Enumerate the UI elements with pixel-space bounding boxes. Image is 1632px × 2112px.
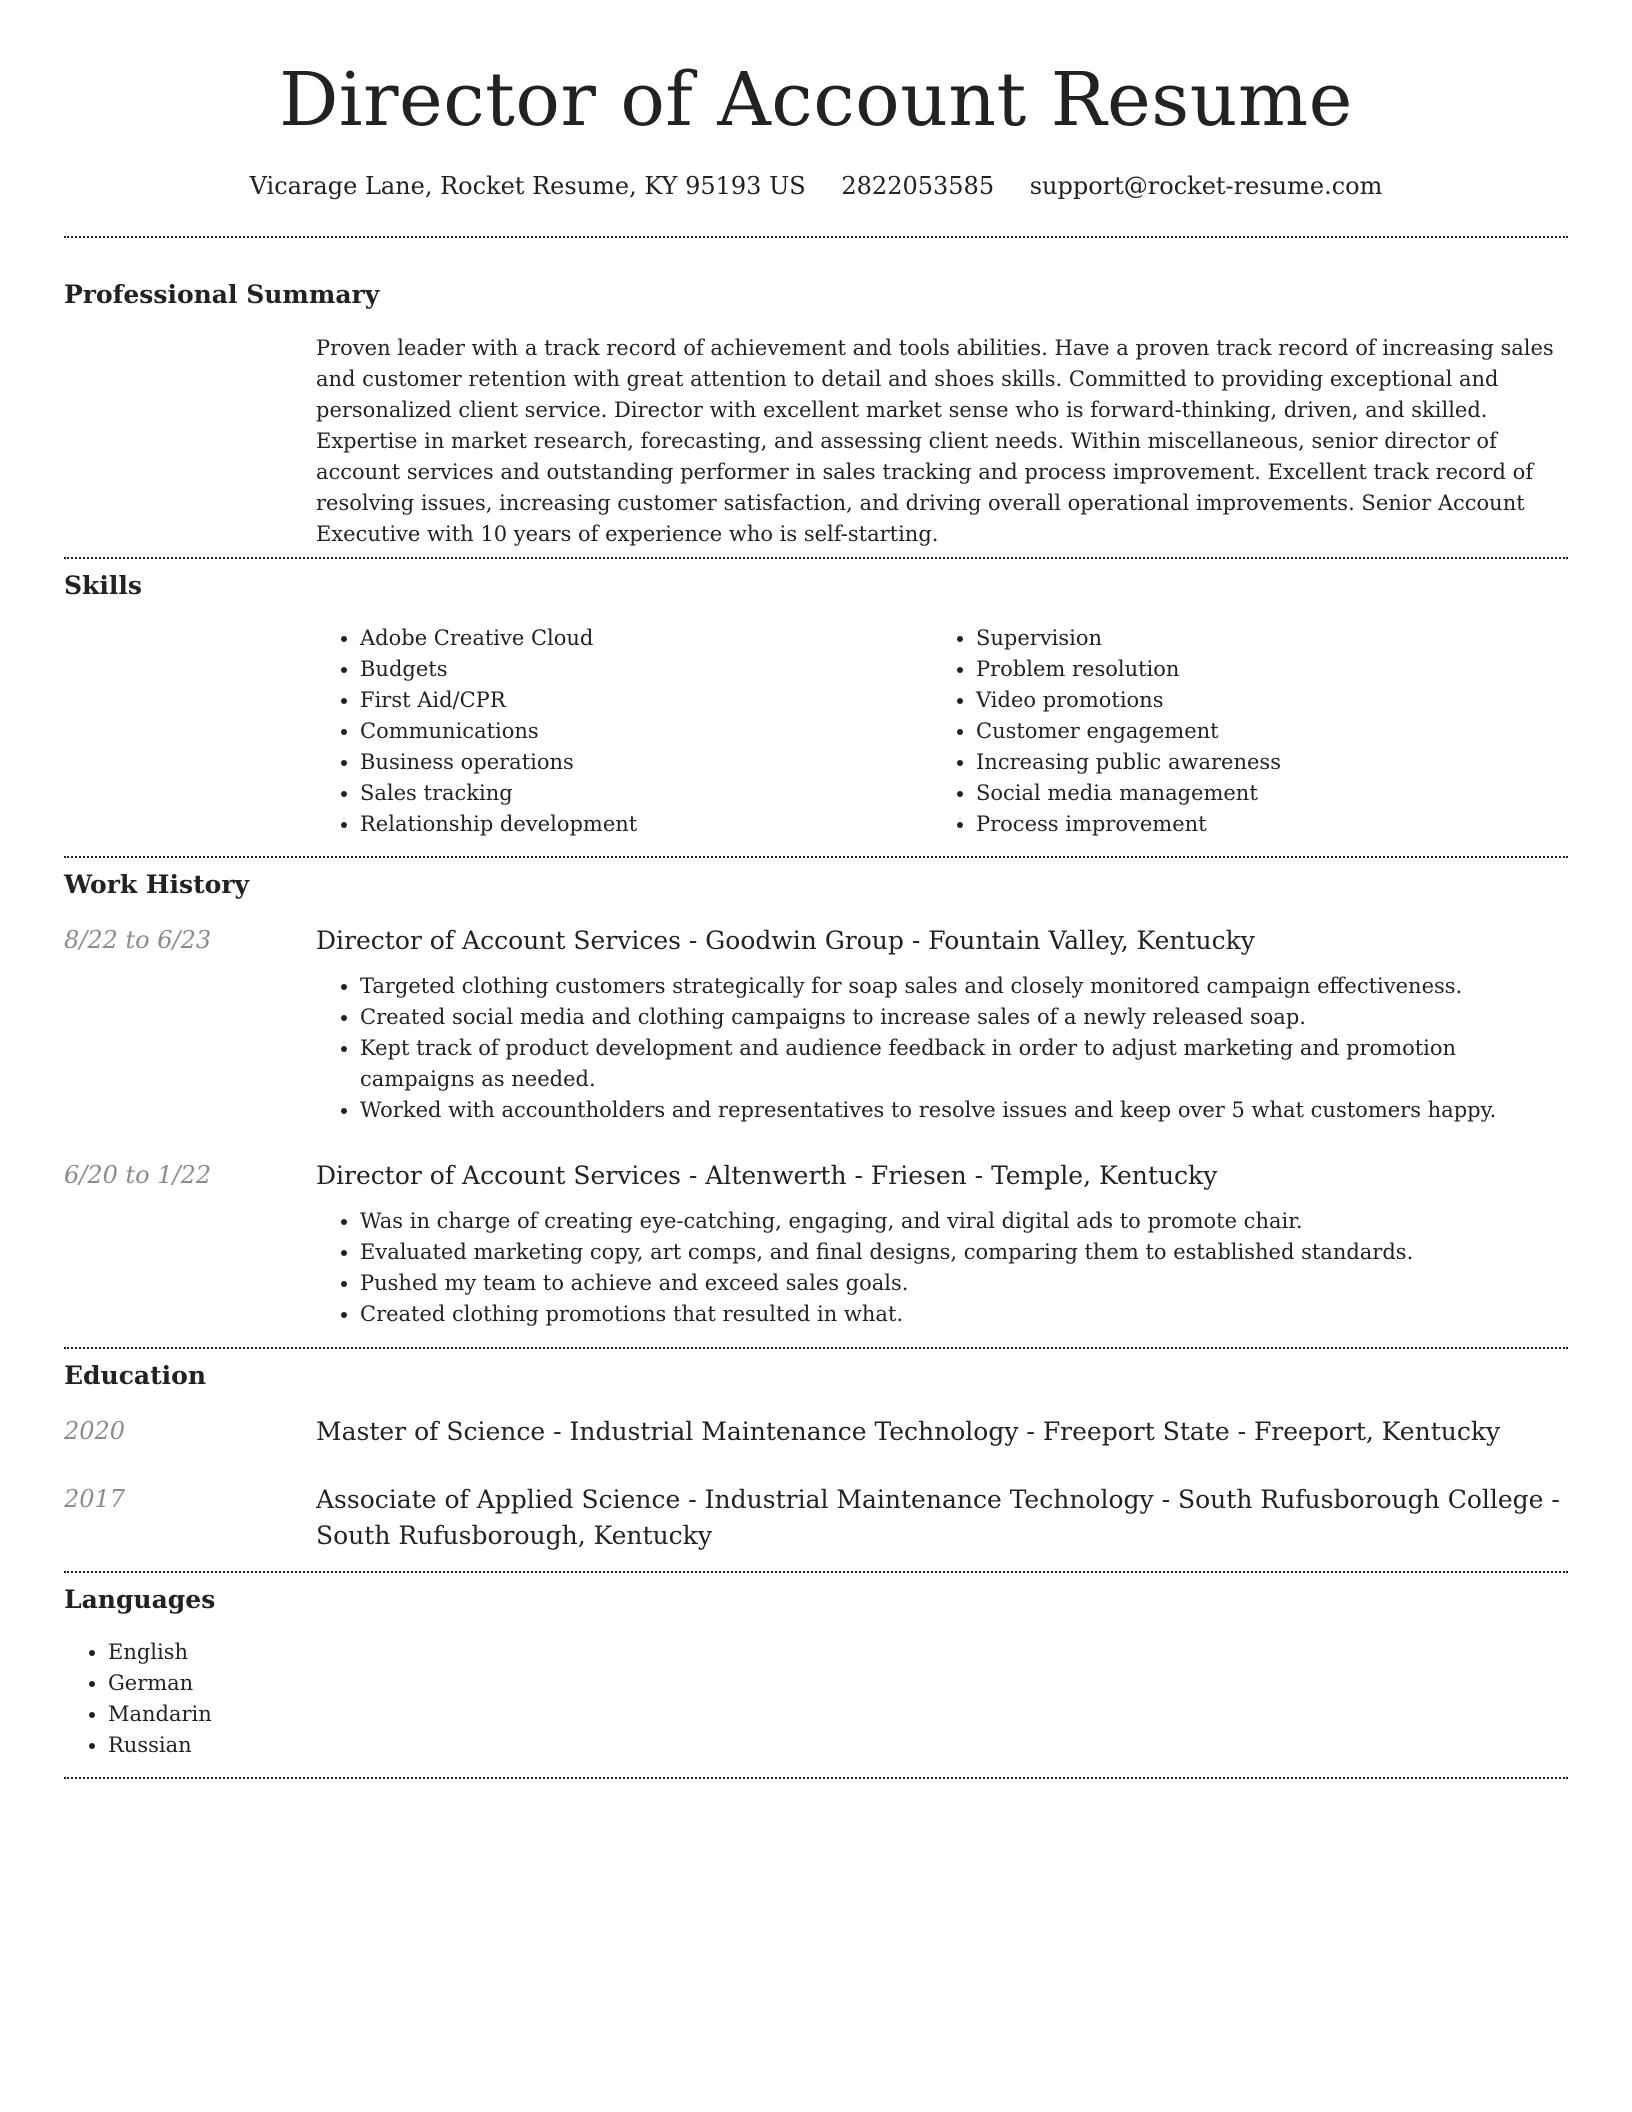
divider — [64, 236, 1568, 238]
language-item: • Russian — [108, 1730, 1568, 1761]
skill-item: • Problem resolution — [976, 654, 1568, 685]
skill-item: • Relationship development — [360, 809, 932, 840]
languages-section — [64, 1584, 1568, 1761]
contact-address: Vicarage Lane, Rocket Resume, KY 95193 US — [249, 172, 806, 200]
job-dates: 6/20 to 1/22 — [64, 1161, 212, 1189]
job-bullet: • Kept track of product development and audience feedback in order to adjust marketing and promotion campaigns as needed. — [360, 1033, 1568, 1095]
skills-list-right — [932, 623, 1568, 840]
job-bullet: • Worked with accountholders and representatives to resolve issues and keep over 5 what customers happy. — [360, 1095, 1568, 1126]
job-bullet: • Targeted clothing customers strategically for soap sales and closely monitored campaign effectiveness. — [360, 971, 1568, 1002]
education-title: Master of Science - Industrial Maintenance Technology - Freeport State - Freeport, Kentucky — [316, 1417, 1501, 1446]
job-bullet: • Was in charge of creating eye-catching, engaging, and viral digital ads to promote chair. — [360, 1206, 1568, 1237]
skill-item: • Budgets — [360, 654, 932, 685]
skill-item: • Adobe Creative Cloud — [360, 623, 932, 654]
skills-section — [64, 570, 1568, 840]
job-bullet: • Created social media and clothing campaigns to increase sales of a newly released soap. — [360, 1002, 1568, 1033]
job-dates: 8/22 to 6/23 — [64, 926, 212, 954]
skill-item: • Process improvement — [976, 809, 1568, 840]
job-title: Director of Account Services - Goodwin Group - Fountain Valley, Kentucky — [316, 926, 1255, 955]
language-item: • English — [108, 1637, 1568, 1668]
skill-item: • Communications — [360, 716, 932, 747]
work-section — [64, 869, 1568, 1330]
skills-grid — [316, 623, 1568, 840]
resume-title: Director of Account Resume — [279, 57, 1353, 143]
contact-line — [64, 170, 1568, 202]
skill-item: • Customer engagement — [976, 716, 1568, 747]
divider — [64, 1347, 1568, 1349]
language-item: • German — [108, 1668, 1568, 1699]
education-year: 2020 — [64, 1417, 126, 1445]
skill-item: • First Aid/CPR — [360, 685, 932, 716]
skills-list-left — [316, 623, 932, 840]
job-title: Director of Account Services - Altenwerth - Friesen - Temple, Kentucky — [316, 1161, 1218, 1190]
languages-list — [64, 1637, 1568, 1761]
divider — [64, 557, 1568, 559]
skill-item: • Business operations — [360, 747, 932, 778]
education-entry — [64, 1414, 1568, 1450]
contact-email: support@rocket-resume.com — [1029, 172, 1383, 200]
job-entry — [64, 1158, 1568, 1330]
education-section — [64, 1360, 1568, 1554]
divider — [64, 1777, 1568, 1779]
education-entry — [64, 1482, 1568, 1554]
education-heading: Education — [64, 1361, 207, 1390]
education-year: 2017 — [64, 1485, 126, 1513]
job-bullets — [316, 1206, 1568, 1330]
divider — [64, 1571, 1568, 1573]
job-bullet: • Evaluated marketing copy, art comps, and final designs, comparing them to established standards. — [360, 1237, 1568, 1268]
skill-item: • Sales tracking — [360, 778, 932, 809]
skills-heading: Skills — [64, 571, 142, 600]
contact-phone: 2822053585 — [841, 172, 995, 200]
skill-item: • Social media management — [976, 778, 1568, 809]
summary-text: Proven leader with a track record of achievement and tools abilities. Have a proven track record of increasing sales and customer retention with great attention to detail and shoes skills. Committed to providing exceptional and personalized client service. Director with excellent market sense who is forward-thinking, driven, and skilled. Expertise in market research, forecasting, and assessing client needs. Within miscellaneous, senior director of account services and outstanding performer in sales tracking and process improvement. Excellent track record of resolving issues, increasing customer satisfaction, and driving overall operational improvements. Senior Account Executive with 10 years of experience who is self-starting. — [316, 336, 1554, 546]
summary-heading: Professional Summary — [64, 280, 380, 309]
job-bullet: • Pushed my team to achieve and exceed sales goals. — [360, 1268, 1568, 1299]
summary-section — [64, 279, 1568, 550]
job-bullet: • Created clothing promotions that resulted in what. — [360, 1299, 1568, 1330]
skill-item: • Supervision — [976, 623, 1568, 654]
job-bullets — [316, 971, 1568, 1126]
job-entry — [64, 923, 1568, 1126]
work-heading: Work History — [64, 870, 250, 899]
skill-item: • Increasing public awareness — [976, 747, 1568, 778]
languages-heading: Languages — [64, 1585, 216, 1614]
divider — [64, 856, 1568, 858]
skill-item: • Video promotions — [976, 685, 1568, 716]
language-item: • Mandarin — [108, 1699, 1568, 1730]
education-title: Associate of Applied Science - Industrial Maintenance Technology - South Rufusborough College - South Rufusborough, Kentucky — [316, 1485, 1560, 1550]
